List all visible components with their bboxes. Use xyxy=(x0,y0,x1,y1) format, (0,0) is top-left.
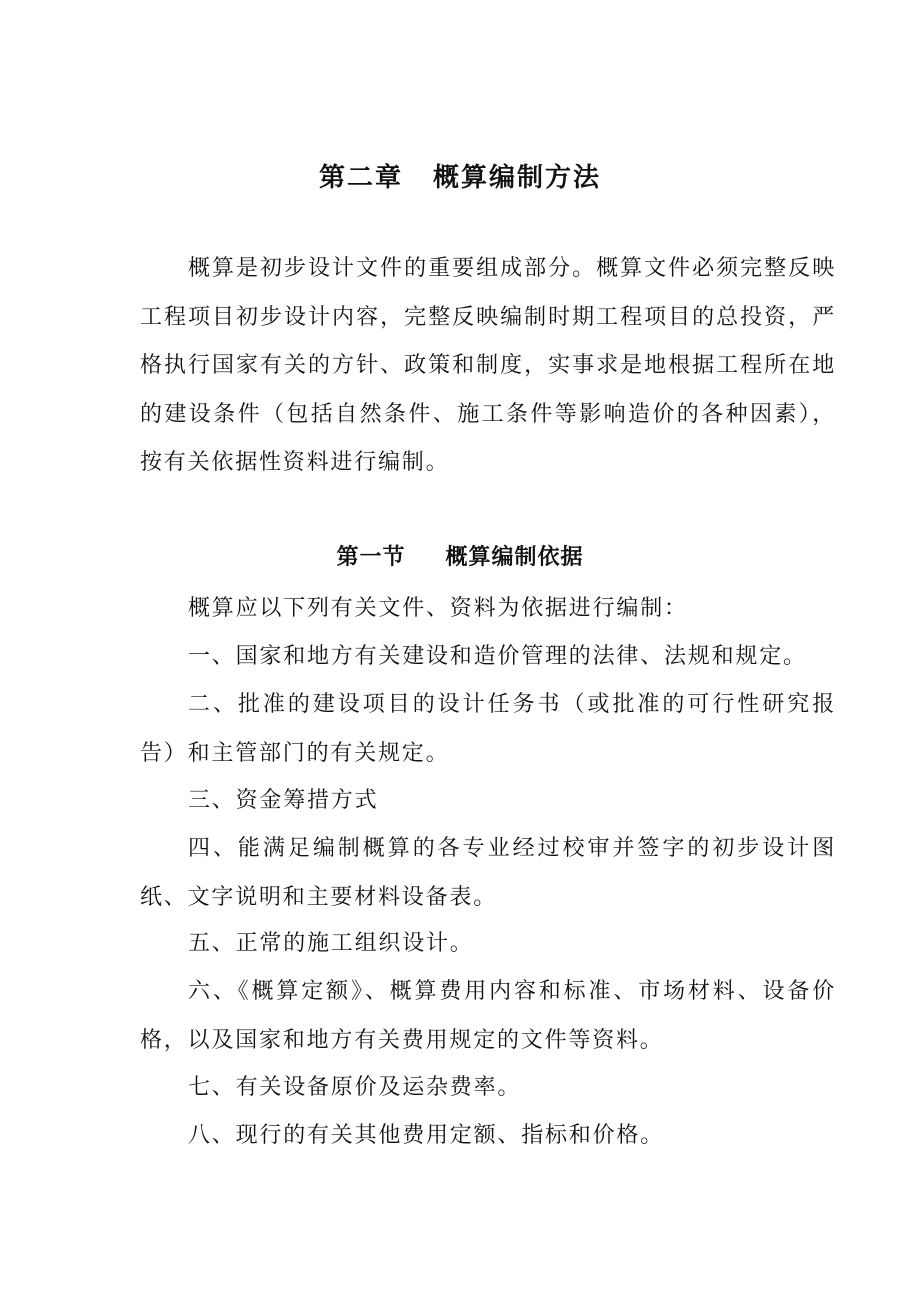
basis-item-4: 四、能满足编制概算的各专业经过校审并签字的初步设计图纸、文字说明和主要材料设备表。 xyxy=(140,836,836,910)
section-title xyxy=(0,537,920,577)
basis-item-6: 六、《概算定额》、概算费用内容和标准、市场材料、设备价格，以及国家和地方有关费用规定的文件等资料。 xyxy=(140,979,836,1053)
basis-item-1: 一、国家和地方有关建设和造价管理的法律、法规和规定。 xyxy=(188,644,807,669)
chapter-number: 第二章 xyxy=(318,163,403,193)
basis-item-7: 七、有关设备原价及运杂费率。 xyxy=(188,1075,522,1100)
chapter-name: 概算编制方法 xyxy=(433,163,602,193)
intro-paragraph: 概算是初步设计文件的重要组成部分。概算文件必须完整反映工程项目初步设计内容，完整反映编制时期工程项目的总投资，严格执行国家有关的方针、政策和制度，实事求是地根据工程所在地的建设条件（包括自然条件、施工条件等影响造价的各种因素），按有关依据性资料进行编制。 xyxy=(140,256,836,475)
chapter-title xyxy=(0,156,920,200)
basis-item-2: 二、批准的建设项目的设计任务书（或批准的可行性研究报告）和主管部门的有关规定。 xyxy=(140,692,836,766)
basis-item-5: 五、正常的施工组织设计。 xyxy=(188,931,474,956)
basis-item-8: 八、现行的有关其他费用定额、指标和价格。 xyxy=(188,1123,665,1148)
basis-item-3: 三、资金筹措方式 xyxy=(188,788,379,813)
section-lead: 概算应以下列有关文件、资料为依据进行编制： xyxy=(188,596,688,621)
section-number: 第一节 xyxy=(336,544,406,570)
section-name: 概算编制依据 xyxy=(445,544,584,570)
